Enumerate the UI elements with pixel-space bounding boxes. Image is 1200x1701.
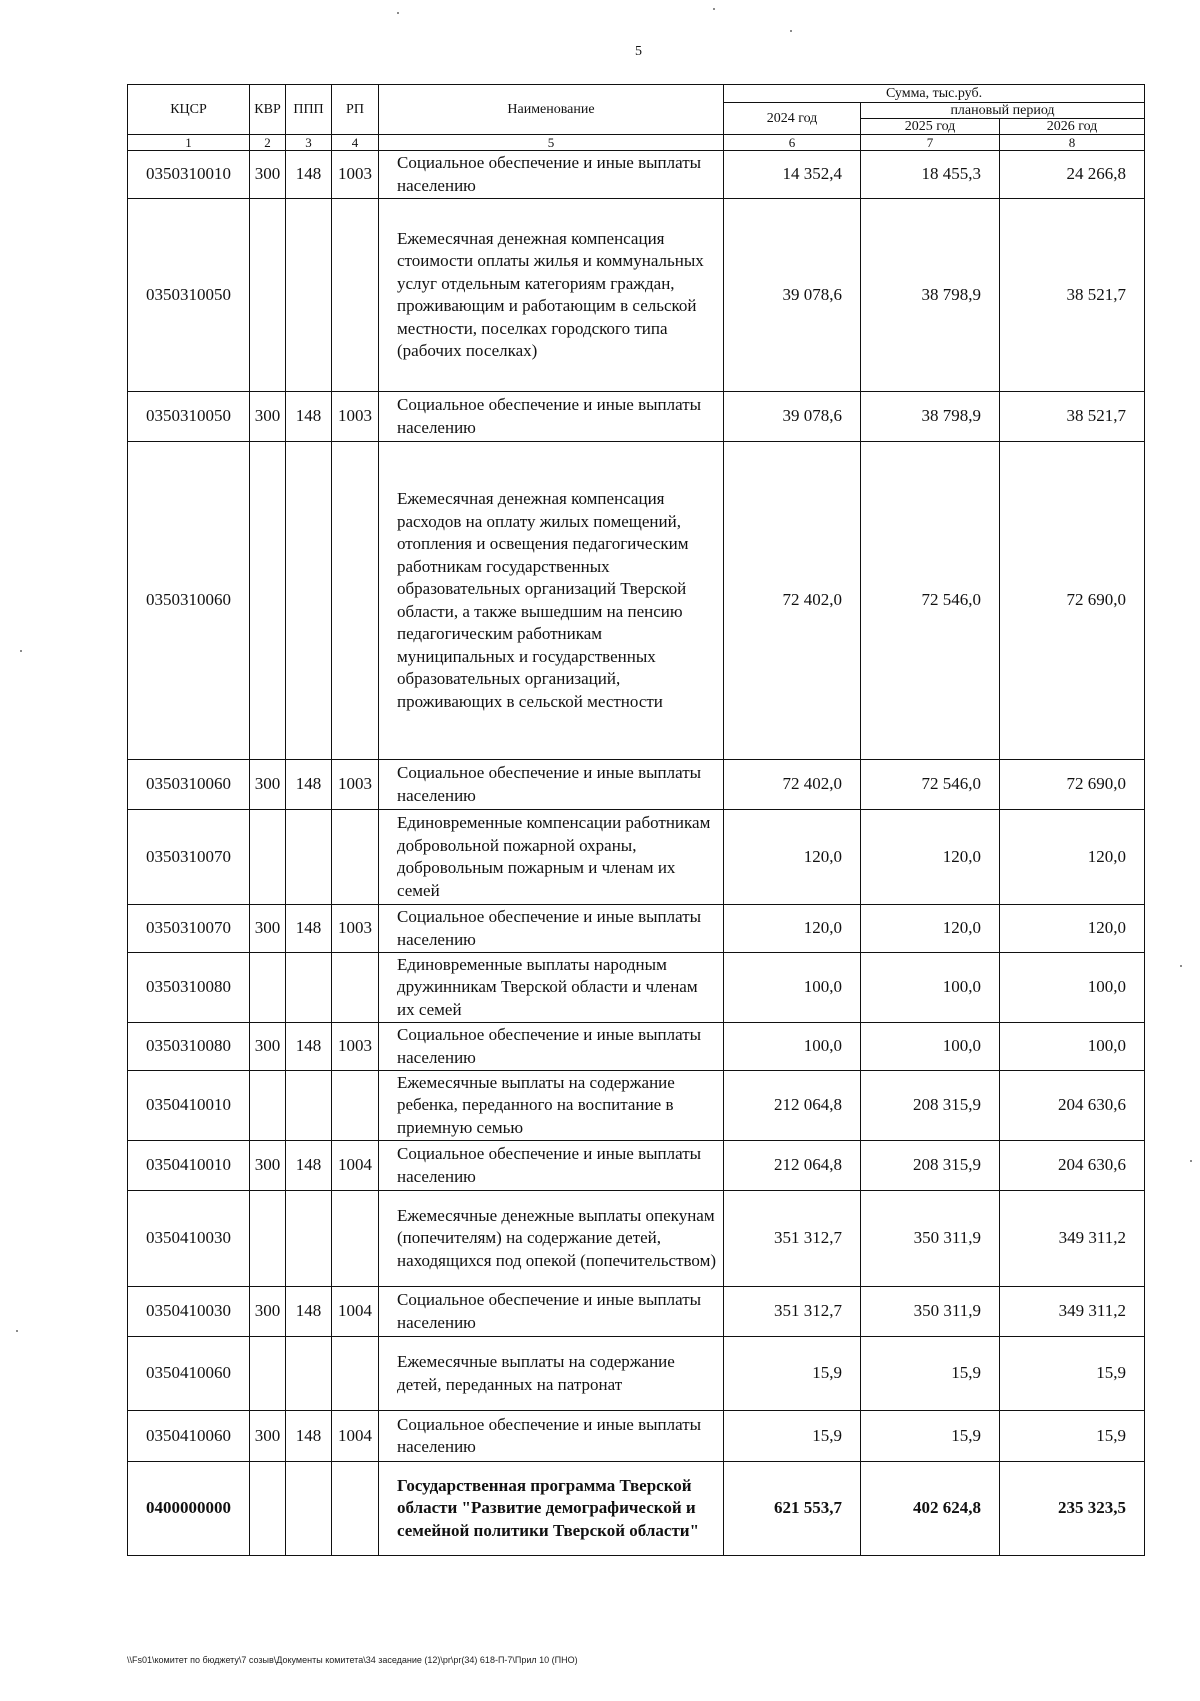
ppp-cell — [286, 1337, 332, 1411]
amount-2024-cell: 212 064,8 — [724, 1071, 861, 1141]
column-number: 4 — [332, 135, 379, 151]
amount-2024-cell: 120,0 — [724, 905, 861, 953]
kvr-cell: 300 — [250, 905, 286, 953]
ppp-cell — [286, 1071, 332, 1141]
ppp-cell: 148 — [286, 1141, 332, 1191]
name-cell: Социальное обеспечение и иные выплаты населению — [379, 1141, 724, 1191]
table-row — [128, 1141, 1145, 1191]
rp-cell: 1003 — [332, 392, 379, 442]
name-cell: Социальное обеспечение и иные выплаты населению — [379, 1023, 724, 1071]
rp-cell — [332, 1337, 379, 1411]
amount-2024-cell: 351 312,7 — [724, 1191, 861, 1287]
column-number: 2 — [250, 135, 286, 151]
rp-cell — [332, 442, 379, 760]
name-cell: Единовременные выплаты народным дружинникам Тверской области и членам их семей — [379, 953, 724, 1023]
kvr-cell — [250, 199, 286, 392]
kcsr-cell: 0350410010 — [128, 1141, 250, 1191]
ppp-cell — [286, 1462, 332, 1556]
amount-2025-cell: 208 315,9 — [861, 1141, 1000, 1191]
column-number: 6 — [724, 135, 861, 151]
rp-cell — [332, 1462, 379, 1556]
amount-2026-cell: 204 630,6 — [1000, 1071, 1145, 1141]
page-number: 5 — [635, 44, 642, 59]
name-cell: Социальное обеспечение и иные выплаты населению — [379, 392, 724, 442]
amount-2024-cell: 39 078,6 — [724, 392, 861, 442]
name-cell: Ежемесячная денежная компенсация расходов на оплату жилых помещений, отопления и освещения педагогическим работникам государственных образовательных организаций Тверской области, а также вышедшим на пенсию педагогическим работникам муниципальных и государственных образовательных организаций, проживающих в сельской местности — [379, 442, 724, 760]
name-cell: Социальное обеспечение и иные выплаты населению — [379, 905, 724, 953]
header-name: Наименование — [379, 85, 724, 135]
amount-2026-cell: 24 266,8 — [1000, 151, 1145, 199]
header-planned-period: плановый период — [861, 103, 1145, 119]
name-cell: Ежемесячные денежные выплаты опекунам (попечителям) на содержание детей, находящихся под опекой (попечительством) — [379, 1191, 724, 1287]
amount-2025-cell: 100,0 — [861, 953, 1000, 1023]
kvr-cell — [250, 1462, 286, 1556]
amount-2025-cell: 120,0 — [861, 810, 1000, 905]
header-ppp: ППП — [286, 85, 332, 135]
header-kvr: КВР — [250, 85, 286, 135]
rp-cell: 1004 — [332, 1411, 379, 1462]
amount-2026-cell: 100,0 — [1000, 953, 1145, 1023]
kcsr-cell: 0350310080 — [128, 953, 250, 1023]
kcsr-cell: 0400000000 — [128, 1462, 250, 1556]
table-row — [128, 1071, 1145, 1141]
column-number-row — [128, 135, 1145, 151]
kcsr-cell: 0350410060 — [128, 1337, 250, 1411]
kvr-cell — [250, 810, 286, 905]
table-body — [128, 151, 1145, 1556]
rp-cell — [332, 199, 379, 392]
amount-2024-cell: 621 553,7 — [724, 1462, 861, 1556]
header-rp: РП — [332, 85, 379, 135]
kcsr-cell: 0350310080 — [128, 1023, 250, 1071]
amount-2025-cell: 120,0 — [861, 905, 1000, 953]
kcsr-cell: 0350310050 — [128, 392, 250, 442]
rp-cell: 1003 — [332, 905, 379, 953]
amount-2026-cell: 15,9 — [1000, 1411, 1145, 1462]
amount-2024-cell: 39 078,6 — [724, 199, 861, 392]
ppp-cell: 148 — [286, 1287, 332, 1337]
rp-cell: 1003 — [332, 151, 379, 199]
kcsr-cell: 0350310060 — [128, 442, 250, 760]
amount-2026-cell: 120,0 — [1000, 810, 1145, 905]
amount-2025-cell: 402 624,8 — [861, 1462, 1000, 1556]
amount-2024-cell: 100,0 — [724, 953, 861, 1023]
header-kcsr: КЦСР — [128, 85, 250, 135]
amount-2025-cell: 38 798,9 — [861, 392, 1000, 442]
name-cell: Государственная программа Тверской области "Развитие демографической и семейной политики Тверской области" — [379, 1462, 724, 1556]
name-cell: Социальное обеспечение и иные выплаты населению — [379, 151, 724, 199]
table-row — [128, 953, 1145, 1023]
amount-2025-cell: 100,0 — [861, 1023, 1000, 1071]
name-cell: Социальное обеспечение и иные выплаты населению — [379, 1287, 724, 1337]
scan-speck — [1190, 1160, 1192, 1162]
column-number: 8 — [1000, 135, 1145, 151]
amount-2026-cell: 15,9 — [1000, 1337, 1145, 1411]
amount-2026-cell: 72 690,0 — [1000, 760, 1145, 810]
amount-2025-cell: 350 311,9 — [861, 1287, 1000, 1337]
kvr-cell: 300 — [250, 392, 286, 442]
kvr-cell: 300 — [250, 1023, 286, 1071]
kcsr-cell: 0350310010 — [128, 151, 250, 199]
kcsr-cell: 0350310070 — [128, 810, 250, 905]
budget-table — [127, 84, 1145, 1556]
kcsr-cell: 0350410030 — [128, 1191, 250, 1287]
kvr-cell: 300 — [250, 760, 286, 810]
amount-2024-cell: 351 312,7 — [724, 1287, 861, 1337]
ppp-cell: 148 — [286, 1023, 332, 1071]
ppp-cell: 148 — [286, 760, 332, 810]
ppp-cell — [286, 1191, 332, 1287]
name-cell: Социальное обеспечение и иные выплаты населению — [379, 1411, 724, 1462]
kcsr-cell: 0350410030 — [128, 1287, 250, 1337]
amount-2026-cell: 38 521,7 — [1000, 199, 1145, 392]
name-cell: Ежемесячная денежная компенсация стоимости оплаты жилья и коммунальных услуг отдельным категориям граждан, проживающим и работающим в сельской местности, поселках городского типа (рабочих поселках) — [379, 199, 724, 392]
amount-2025-cell: 208 315,9 — [861, 1071, 1000, 1141]
header-year-2024: 2024 год — [724, 103, 861, 135]
amount-2026-cell: 38 521,7 — [1000, 392, 1145, 442]
amount-2026-cell: 100,0 — [1000, 1023, 1145, 1071]
column-number: 7 — [861, 135, 1000, 151]
table-row — [128, 905, 1145, 953]
amount-2024-cell: 72 402,0 — [724, 760, 861, 810]
table-row — [128, 810, 1145, 905]
table-row — [128, 392, 1145, 442]
kvr-cell — [250, 953, 286, 1023]
rp-cell — [332, 810, 379, 905]
amount-2024-cell: 100,0 — [724, 1023, 861, 1071]
kvr-cell — [250, 1191, 286, 1287]
kvr-cell — [250, 1071, 286, 1141]
ppp-cell: 148 — [286, 1411, 332, 1462]
kvr-cell — [250, 1337, 286, 1411]
header-year-2026: 2026 год — [1000, 119, 1145, 135]
ppp-cell — [286, 199, 332, 392]
table-row — [128, 1023, 1145, 1071]
amount-2025-cell: 72 546,0 — [861, 760, 1000, 810]
column-number: 1 — [128, 135, 250, 151]
header-sum: Сумма, тыс.руб. — [724, 85, 1145, 103]
amount-2024-cell: 14 352,4 — [724, 151, 861, 199]
amount-2026-cell: 204 630,6 — [1000, 1141, 1145, 1191]
ppp-cell — [286, 810, 332, 905]
table-row — [128, 442, 1145, 760]
amount-2024-cell: 72 402,0 — [724, 442, 861, 760]
rp-cell: 1004 — [332, 1141, 379, 1191]
table-row — [128, 1287, 1145, 1337]
name-cell: Единовременные компенсации работникам добровольной пожарной охраны, добровольным пожарным и членам их семей — [379, 810, 724, 905]
kvr-cell: 300 — [250, 1287, 286, 1337]
ppp-cell: 148 — [286, 392, 332, 442]
name-cell: Ежемесячные выплаты на содержание детей, переданных на патронат — [379, 1337, 724, 1411]
amount-2026-cell: 349 311,2 — [1000, 1191, 1145, 1287]
table-row — [128, 760, 1145, 810]
table-row — [128, 199, 1145, 392]
rp-cell: 1003 — [332, 760, 379, 810]
amount-2024-cell: 15,9 — [724, 1411, 861, 1462]
amount-2026-cell: 72 690,0 — [1000, 442, 1145, 760]
name-cell: Социальное обеспечение и иные выплаты населению — [379, 760, 724, 810]
rp-cell: 1003 — [332, 1023, 379, 1071]
rp-cell: 1004 — [332, 1287, 379, 1337]
table-row — [128, 151, 1145, 199]
kcsr-cell: 0350410010 — [128, 1071, 250, 1141]
column-number: 3 — [286, 135, 332, 151]
amount-2024-cell: 120,0 — [724, 810, 861, 905]
rp-cell — [332, 953, 379, 1023]
ppp-cell: 148 — [286, 905, 332, 953]
table-row — [128, 1462, 1145, 1556]
table-row — [128, 1337, 1145, 1411]
column-number: 5 — [379, 135, 724, 151]
kvr-cell: 300 — [250, 1141, 286, 1191]
table-row — [128, 1411, 1145, 1462]
scan-speck — [20, 650, 22, 652]
ppp-cell — [286, 442, 332, 760]
kcsr-cell: 0350310070 — [128, 905, 250, 953]
kcsr-cell: 0350310060 — [128, 760, 250, 810]
kvr-cell — [250, 442, 286, 760]
kvr-cell: 300 — [250, 1411, 286, 1462]
kcsr-cell: 0350410060 — [128, 1411, 250, 1462]
amount-2025-cell: 15,9 — [861, 1337, 1000, 1411]
amount-2026-cell: 235 323,5 — [1000, 1462, 1145, 1556]
amount-2024-cell: 15,9 — [724, 1337, 861, 1411]
scan-speck — [713, 8, 715, 10]
amount-2025-cell: 15,9 — [861, 1411, 1000, 1462]
scan-speck — [397, 12, 399, 14]
rp-cell — [332, 1191, 379, 1287]
ppp-cell — [286, 953, 332, 1023]
kcsr-cell: 0350310050 — [128, 199, 250, 392]
amount-2026-cell: 349 311,2 — [1000, 1287, 1145, 1337]
amount-2025-cell: 38 798,9 — [861, 199, 1000, 392]
footer-file-path: \\Fs01\комитет по бюджету\7 созыв\Документы комитета\34 заседание (12)\pr\pr(34) 618-П-7\Прил 10 (ПНО) — [127, 1655, 578, 1665]
amount-2025-cell: 18 455,3 — [861, 151, 1000, 199]
amount-2026-cell: 120,0 — [1000, 905, 1145, 953]
table-row — [128, 1191, 1145, 1287]
amount-2024-cell: 212 064,8 — [724, 1141, 861, 1191]
ppp-cell: 148 — [286, 151, 332, 199]
rp-cell — [332, 1071, 379, 1141]
kvr-cell: 300 — [250, 151, 286, 199]
scan-speck — [16, 1330, 18, 1332]
name-cell: Ежемесячные выплаты на содержание ребенка, переданного на воспитание в приемную семью — [379, 1071, 724, 1141]
scan-speck — [1180, 965, 1182, 967]
scan-speck — [790, 30, 792, 32]
amount-2025-cell: 72 546,0 — [861, 442, 1000, 760]
header-year-2025: 2025 год — [861, 119, 1000, 135]
amount-2025-cell: 350 311,9 — [861, 1191, 1000, 1287]
